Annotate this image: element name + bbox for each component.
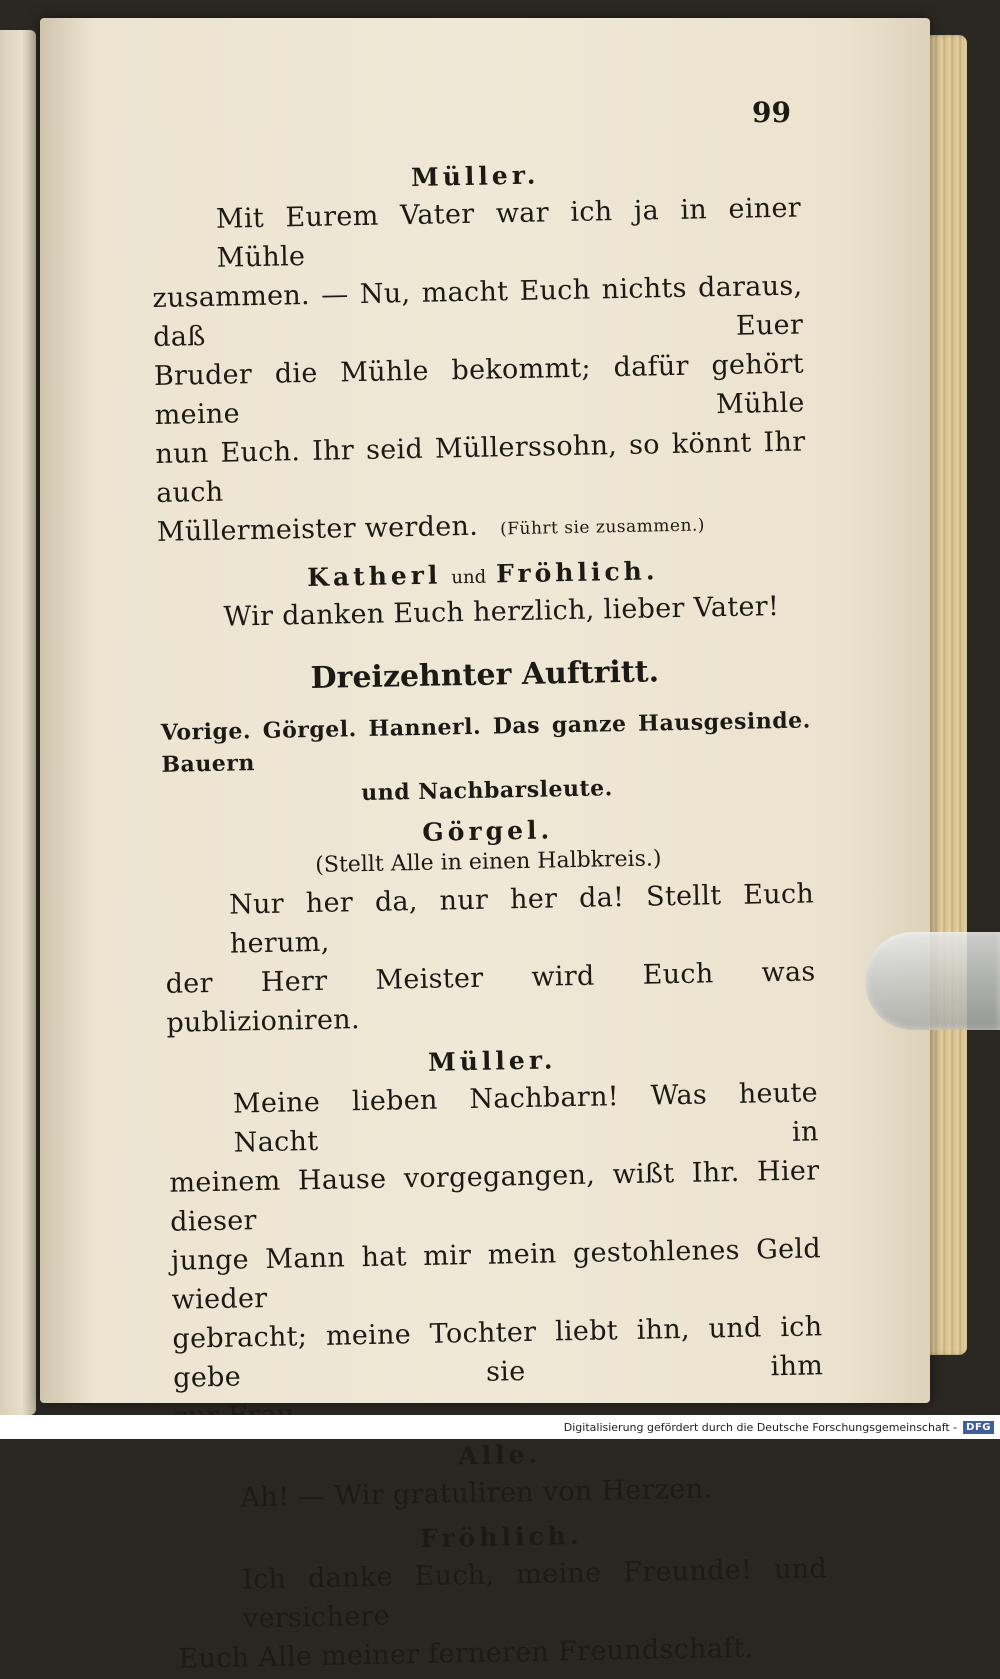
text-line: Euch Alle meiner ferneren Freundschaft. [178, 1632, 754, 1675]
text-line: meinem Hause vorgegangen, wißt Ihr. Hier dieser [169, 1155, 820, 1238]
speaker-name: Alle. [457, 1439, 542, 1471]
text-line: Wir danken Euch herzlich, lieber Vater! [223, 591, 780, 633]
dfg-logo: DFG [963, 1421, 994, 1434]
glass-page-holder [865, 932, 1000, 1030]
footer-credit: Digitalisierung gefördert durch die Deutsche Forschungsgemeinschaft - [563, 1420, 958, 1434]
speaker-name: Görgel. [422, 815, 554, 847]
line-text: Müllermeister werden. [156, 510, 479, 548]
speaker-name: Müller. [427, 1045, 557, 1077]
text-line: Ich danke Euch, meine Freunde! und versichere [241, 1553, 828, 1635]
text-line: Ah! — Wir gratuliren von Herzen. [240, 1473, 713, 1514]
stage-direction: (Stellt Alle in einen Halbkreis.) [315, 846, 662, 878]
footer-bar [0, 1415, 1000, 1439]
speaker-name: Katherl [306, 560, 442, 593]
text-line: gebracht; meine Tochter liebt ihn, und ich gebe sie ihm [172, 1311, 824, 1394]
previous-page-edge [0, 30, 36, 1415]
scene-heading: Dreizehnter Auftritt. [310, 654, 660, 697]
text-line: Meine lieben Nachbarn! Was heute Nacht in [232, 1077, 819, 1159]
page-number: 99 [752, 96, 791, 129]
speaker-name: Müller. [410, 160, 540, 192]
stage-direction: (Führt sie zusammen.) [499, 515, 706, 540]
speaker-conjunction: und [451, 566, 487, 589]
text-line: nun Euch. Ihr seid Müllerssohn, so könnt Ihr auch [155, 426, 806, 509]
cast-list: und Nachbarsleute. [360, 775, 614, 807]
speaker-name: Fröhlich. [495, 556, 659, 589]
speaker-name: Fröhlich. [419, 1520, 583, 1554]
text-line: Bruder die Mühle bekommt; dafür gehört meine Mühle [153, 348, 805, 431]
text-line: Mit Eurem Vater war ich ja in einer Mühle [215, 192, 802, 274]
text-line: junge Mann hat mir mein gestohlenes Geld wieder [170, 1233, 822, 1316]
text-line: zusammen. — Nu, macht Euch nichts daraus, daß Euer [152, 270, 804, 353]
text-line: Nur her da, nur her da! Stellt Euch herum, [228, 878, 815, 960]
page-text [150, 156, 829, 1679]
cast-list: Vorige. Görgel. Hannerl. Das ganze Hausgesinde. Bauern [160, 707, 811, 778]
text-line: der Herr Meister wird Euch was publizioniren. [165, 956, 816, 1039]
